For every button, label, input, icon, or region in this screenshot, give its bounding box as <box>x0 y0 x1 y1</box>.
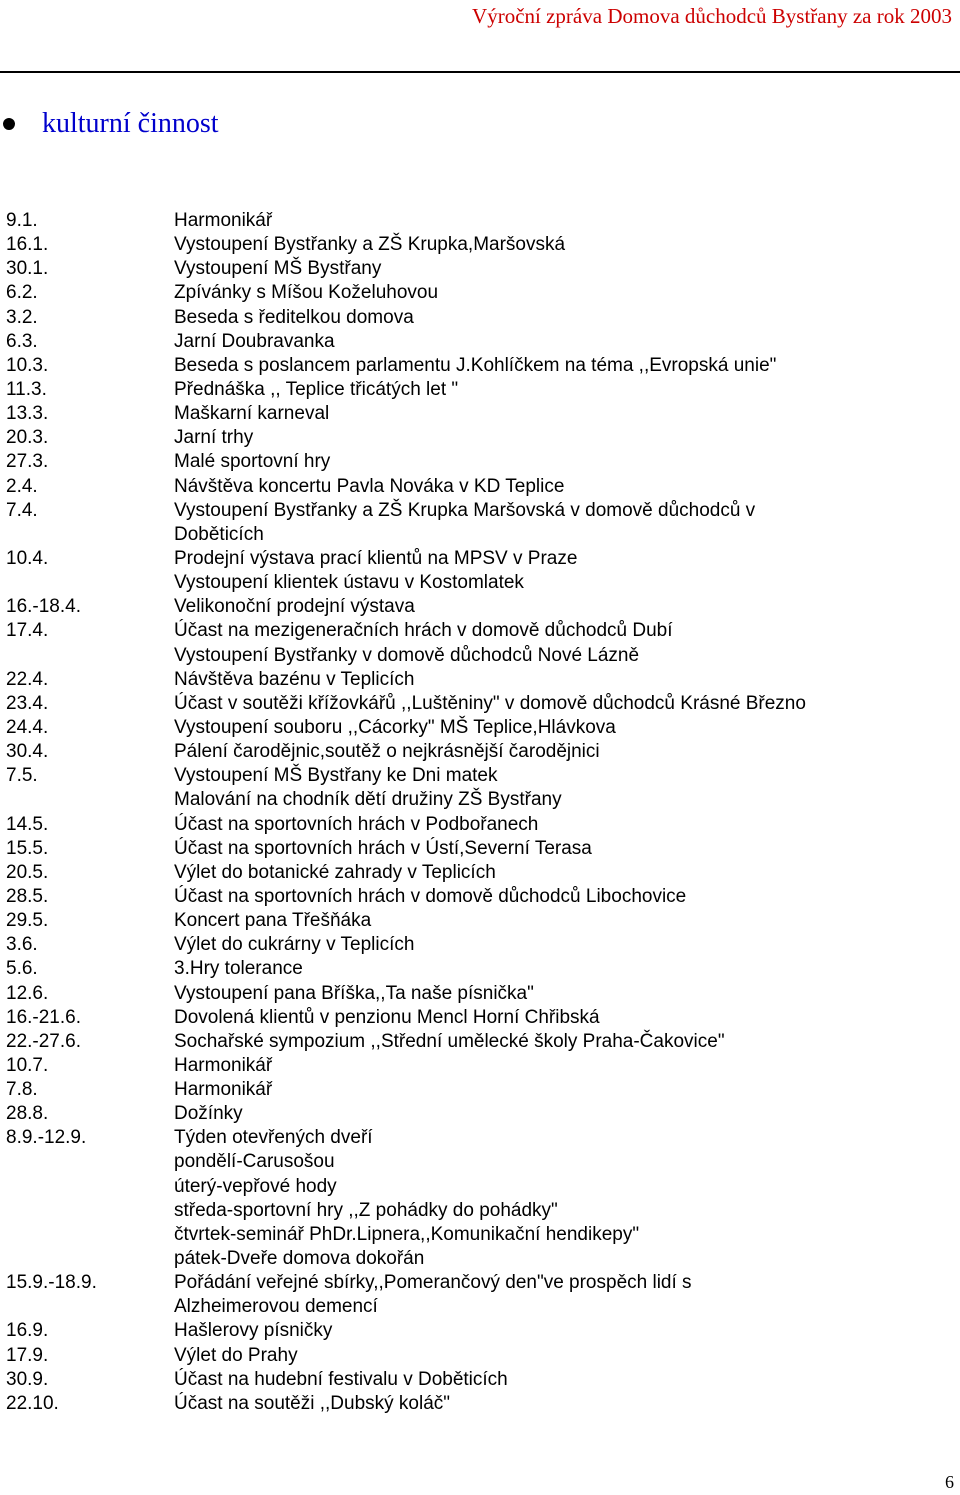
event-description: Jarní trhy <box>174 427 254 449</box>
event-date: 28.5. <box>6 885 49 907</box>
event-description: Beseda s poslancem parlamentu J.Kohlíčkem na téma ,,Evropská unie" <box>174 354 777 376</box>
event-date: 16.1. <box>6 234 49 256</box>
event-description: Účast na sportovních hrách v Podbořanech <box>174 813 539 835</box>
event-description: Výlet do botanické zahrady v Teplicích <box>174 861 496 883</box>
event-date: 15.5. <box>6 837 49 859</box>
event-description: Vystoupení pana Bříška,,Ta naše písnička" <box>174 982 534 1004</box>
event-date: 15.9.-18.9. <box>6 1272 97 1294</box>
event-description: Zpívánky s Míšou Koželuhovou <box>174 282 439 304</box>
event-description: Koncert pana Třešňáka <box>174 910 372 932</box>
event-description: Sochařské sympozium ,,Střední umělecké školy Praha-Čakovice" <box>174 1030 725 1052</box>
event-date: 30.1. <box>6 258 49 280</box>
event-date: 10.3. <box>6 354 49 376</box>
event-description: Účast v soutěži křížovkářů ,,Luštěniny" v domově důchodců Krásné Březno <box>174 692 806 714</box>
event-description: pátek-Dveře domova dokořán <box>174 1248 425 1270</box>
event-description: Dovolená klientů v penzionu Mencl Horní Chřibská <box>174 1006 600 1028</box>
event-description: Účast na hudební festivalu v Doběticích <box>174 1368 508 1390</box>
event-description: Přednáška ,, Teplice třicátých let " <box>174 378 459 400</box>
event-date: 22.10. <box>6 1392 59 1414</box>
event-description: Harmonikář <box>174 1079 273 1101</box>
event-description: Vystoupení MŠ Bystřany <box>174 258 382 280</box>
event-description: Malování na chodník dětí družiny ZŠ Bystřany <box>174 789 562 811</box>
event-description: Velikonoční prodejní výstava <box>174 596 415 618</box>
event-description: Pálení čarodějnic,soutěž o nejkrásnější čarodějnici <box>174 741 600 763</box>
event-date: 9.1. <box>6 210 38 231</box>
event-description: Návštěva koncertu Pavla Nováka v KD Teplice <box>174 475 565 497</box>
event-description: čtvrtek-seminář PhDr.Lipnera,,Komunikační hendikepy" <box>174 1223 640 1245</box>
event-date: 7.8. <box>6 1079 38 1101</box>
event-description: Vystoupení Bystřanky a ZŠ Krupka,Maršovská <box>174 234 566 256</box>
bullet-icon <box>3 118 15 130</box>
event-date: 6.2. <box>6 282 38 304</box>
event-date: 27.3. <box>6 451 49 473</box>
event-description: Vystoupení klientek ústavu v Kostomlatek <box>174 572 524 594</box>
event-date: 23.4. <box>6 692 49 714</box>
event-date: 24.4. <box>6 716 49 738</box>
event-description: Alzheimerovou demencí <box>174 1296 378 1318</box>
event-description: Účast na soutěži ,,Dubský koláč" <box>174 1392 451 1414</box>
event-date: 12.6. <box>6 982 49 1004</box>
event-description: Dožínky <box>174 1103 243 1125</box>
event-description: Vystoupení Bystřanky a ZŠ Krupka Maršovská v domově důchodců v <box>174 499 756 521</box>
event-date: 14.5. <box>6 813 49 835</box>
event-date: 8.9.-12.9. <box>6 1127 87 1149</box>
event-description: Harmonikář <box>174 1054 273 1076</box>
event-description: Vystoupení Bystřanky v domově důchodců Nové Lázně <box>174 644 640 666</box>
event-description: středa-sportovní hry ,,Z pohádky do pohádky" <box>174 1199 558 1221</box>
event-description: Vystoupení souboru ,,Cácorky" MŠ Teplice,Hlávkova <box>174 716 616 738</box>
event-date: 29.5. <box>6 910 49 932</box>
event-date: 16.9. <box>6 1320 49 1342</box>
event-description: Prodejní výstava prací klientů na MPSV v Praze <box>174 547 578 569</box>
event-description: Týden otevřených dveří <box>174 1127 373 1149</box>
section-title: kulturní činnost <box>42 108 219 139</box>
event-description: Výlet do cukrárny v Teplicích <box>174 934 415 956</box>
event-description: úterý-vepřové hody <box>174 1175 337 1197</box>
event-description: 3.Hry tolerance <box>174 958 303 980</box>
event-date: 2.4. <box>6 475 38 497</box>
event-date: 30.9. <box>6 1368 49 1390</box>
event-date: 22.4. <box>6 668 49 690</box>
event-date: 20.5. <box>6 861 49 883</box>
header-divider <box>0 71 960 73</box>
event-description: Jarní Doubravanka <box>174 330 335 352</box>
event-description: pondělí-Carusošou <box>174 1151 335 1173</box>
event-description: Návštěva bazénu v Teplicích <box>174 668 415 690</box>
event-date: 16.-18.4. <box>6 596 81 618</box>
event-date: 22.-27.6. <box>6 1030 81 1052</box>
event-description: Výlet do Prahy <box>174 1344 298 1366</box>
event-description: Pořádání veřejné sbírky,,Pomerančový den"ve prospěch lidí s <box>174 1272 692 1294</box>
event-date: 20.3. <box>6 427 49 449</box>
event-date: 3.6. <box>6 934 38 956</box>
event-description: Účast na sportovních hrách v Ústí,Severní Terasa <box>174 837 592 859</box>
event-date: 7.5. <box>6 765 38 787</box>
event-date: 16.-21.6. <box>6 1006 81 1028</box>
event-date: 7.4. <box>6 499 38 521</box>
event-description: Harmonikář <box>174 210 273 231</box>
event-description: Doběticích <box>174 523 264 545</box>
event-date: 10.7. <box>6 1054 49 1076</box>
event-date: 17.4. <box>6 620 49 642</box>
event-description: Beseda s ředitelkou domova <box>174 306 414 328</box>
event-date: 28.8. <box>6 1103 49 1125</box>
event-date: 5.6. <box>6 958 38 980</box>
event-date: 11.3. <box>6 378 47 400</box>
event-description: Maškarní karneval <box>174 403 330 425</box>
event-date: 6.3. <box>6 330 38 352</box>
event-date: 17.9. <box>6 1344 49 1366</box>
event-description: Vystoupení MŠ Bystřany ke Dni matek <box>174 765 498 787</box>
event-description: Účast na mezigeneračních hrách v domově důchodců Dubí <box>174 620 673 642</box>
event-description: Malé sportovní hry <box>174 451 331 473</box>
report-header-title: Výroční zpráva Domova důchodců Bystřany za rok 2003 <box>472 4 952 28</box>
event-date: 3.2. <box>6 306 38 328</box>
event-date: 13.3. <box>6 403 49 425</box>
page-number: 6 <box>945 1472 954 1492</box>
event-description: Účast na sportovních hrách v domově důchodců Libochovice <box>174 885 687 907</box>
event-date: 10.4. <box>6 547 49 569</box>
event-date: 30.4. <box>6 741 49 763</box>
event-description: Hašlerovy písničky <box>174 1320 333 1342</box>
